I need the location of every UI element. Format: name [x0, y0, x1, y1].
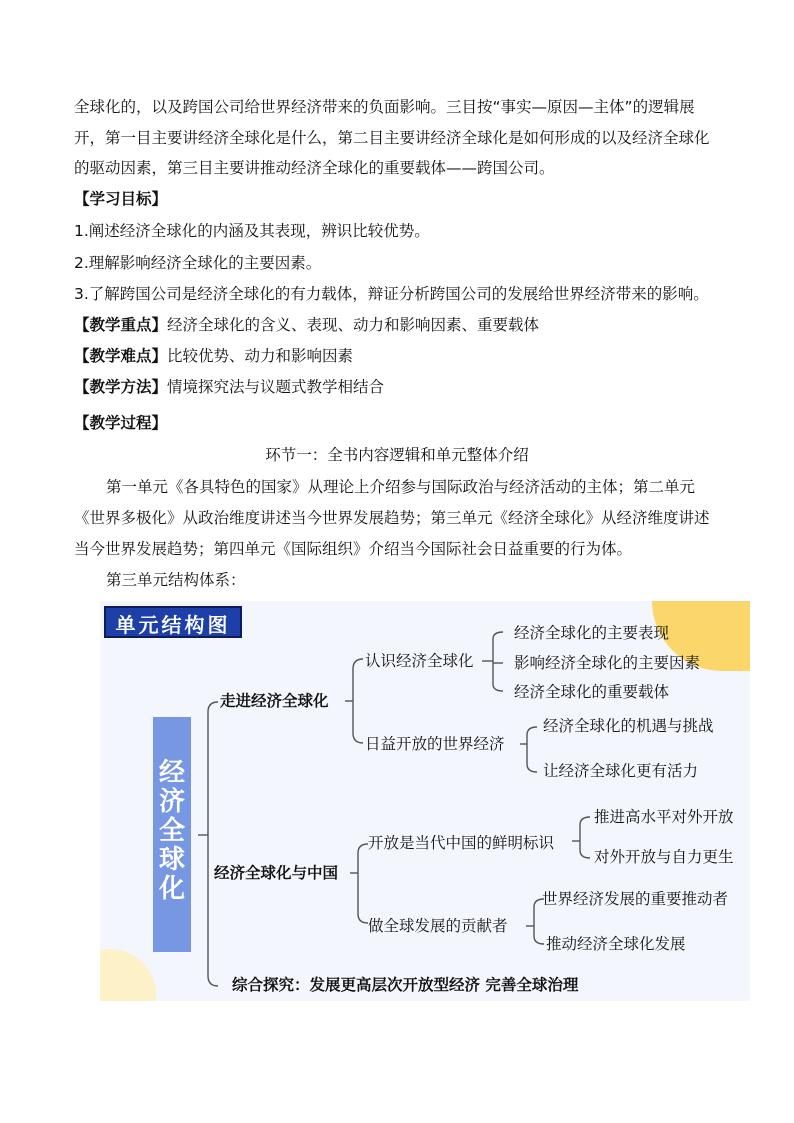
sub2-bracket	[527, 727, 537, 772]
sub2-label: 日益开放的世界经济	[365, 735, 505, 753]
sub1-label: 认识经济全球化	[365, 652, 474, 670]
difficulties-text: 比较优势、动力和影响因素	[167, 347, 354, 365]
sub3-item-1: 推进高水平对外开放	[594, 808, 734, 826]
sub1-item-3: 经济全球化的重要载体	[514, 683, 670, 701]
sub4-item-1: 世界经济发展的重要推动者	[542, 890, 729, 908]
sub3-label: 开放是当代中国的鲜明标识	[368, 834, 555, 852]
branch3-label: 综合探究：发展更高层次开放型经济 完善全球治理	[232, 976, 579, 994]
sub1-item-1: 经济全球化的主要表现	[514, 624, 670, 642]
branch1-label: 走进经济全球化	[220, 692, 329, 710]
difficulties-label: 【教学难点】	[74, 347, 168, 365]
sub2-item-1: 经济全球化的机遇与挑战	[543, 717, 714, 735]
root-label: 经济全球化	[158, 758, 185, 904]
diagram-title: 单元结构图	[115, 613, 231, 637]
methods-row	[74, 376, 384, 398]
section-title: 环节一：全书内容逻辑和单元整体介绍	[265, 446, 529, 464]
goal-item-3: 3.了解跨国公司是经济全球化的有力载体，辩证分析跨国公司的发展给世界经济带来的影响。	[74, 285, 709, 303]
sub3-bracket	[580, 817, 590, 858]
goal-item-1: 1.阐述经济全球化的内涵及其表现，辨识比较优势。	[74, 222, 430, 240]
sub4-label: 做全球发展的贡献者	[368, 917, 508, 935]
sub1-bracket	[493, 632, 503, 691]
intro-line-3: 的驱动因素，第三目主要讲推动经济全球化的重要载体——跨国公司。	[74, 159, 555, 177]
branch2-bracket	[358, 844, 368, 923]
sub1-item-2: 影响经济全球化的主要因素	[514, 654, 701, 672]
intro-line-2: 开，第一目主要讲经济全球化是什么，第二目主要讲经济全球化是如何形成的以及经济全球化	[74, 129, 710, 147]
para-line-3: 当今世界发展趋势；第四单元《国际组织》介绍当今国际社会日益重要的行为体。	[74, 540, 633, 558]
intro-line-1: 全球化的，以及跨国公司给世界经济带来的负面影响。三目按“事实—原因—主体”的逻辑展	[74, 98, 695, 116]
para-line-1: 第一单元《各具特色的国家》从理论上介绍参与国际政治与经济活动的主体；第二单元	[106, 478, 696, 496]
methods-label: 【教学方法】	[74, 378, 168, 396]
diagram-title-bar	[104, 606, 242, 638]
key-points-text: 经济全球化的含义、表现、动力和影响因素、重要载体	[167, 316, 540, 334]
unit-structure-diagram	[100, 601, 750, 1001]
structure-label: 第三单元结构体系：	[106, 571, 246, 589]
process-heading: 【教学过程】	[74, 414, 168, 432]
key-points-row	[74, 314, 539, 336]
key-points-label: 【教学重点】	[74, 316, 168, 334]
root-bracket	[208, 702, 218, 986]
branch2-label: 经济全球化与中国	[214, 864, 339, 882]
goals-heading: 【学习目标】	[74, 190, 168, 208]
difficulties-row	[74, 345, 353, 367]
sub2-item-2: 让经济全球化更有活力	[543, 762, 699, 780]
sub3-item-2: 对外开放与自力更生	[594, 848, 734, 866]
branch1-bracket	[353, 659, 363, 743]
methods-text: 情境探究法与议题式教学相结合	[167, 378, 385, 396]
root-node	[153, 717, 191, 952]
para-line-2: 《世界多极化》从政治维度讲述当今世界发展趋势；第三单元《经济全球化》从经济维度讲述	[74, 509, 710, 527]
sub4-item-2: 推动经济全球化发展	[546, 935, 686, 953]
goal-item-2: 2.理解影响经济全球化的主要因素。	[74, 254, 322, 272]
